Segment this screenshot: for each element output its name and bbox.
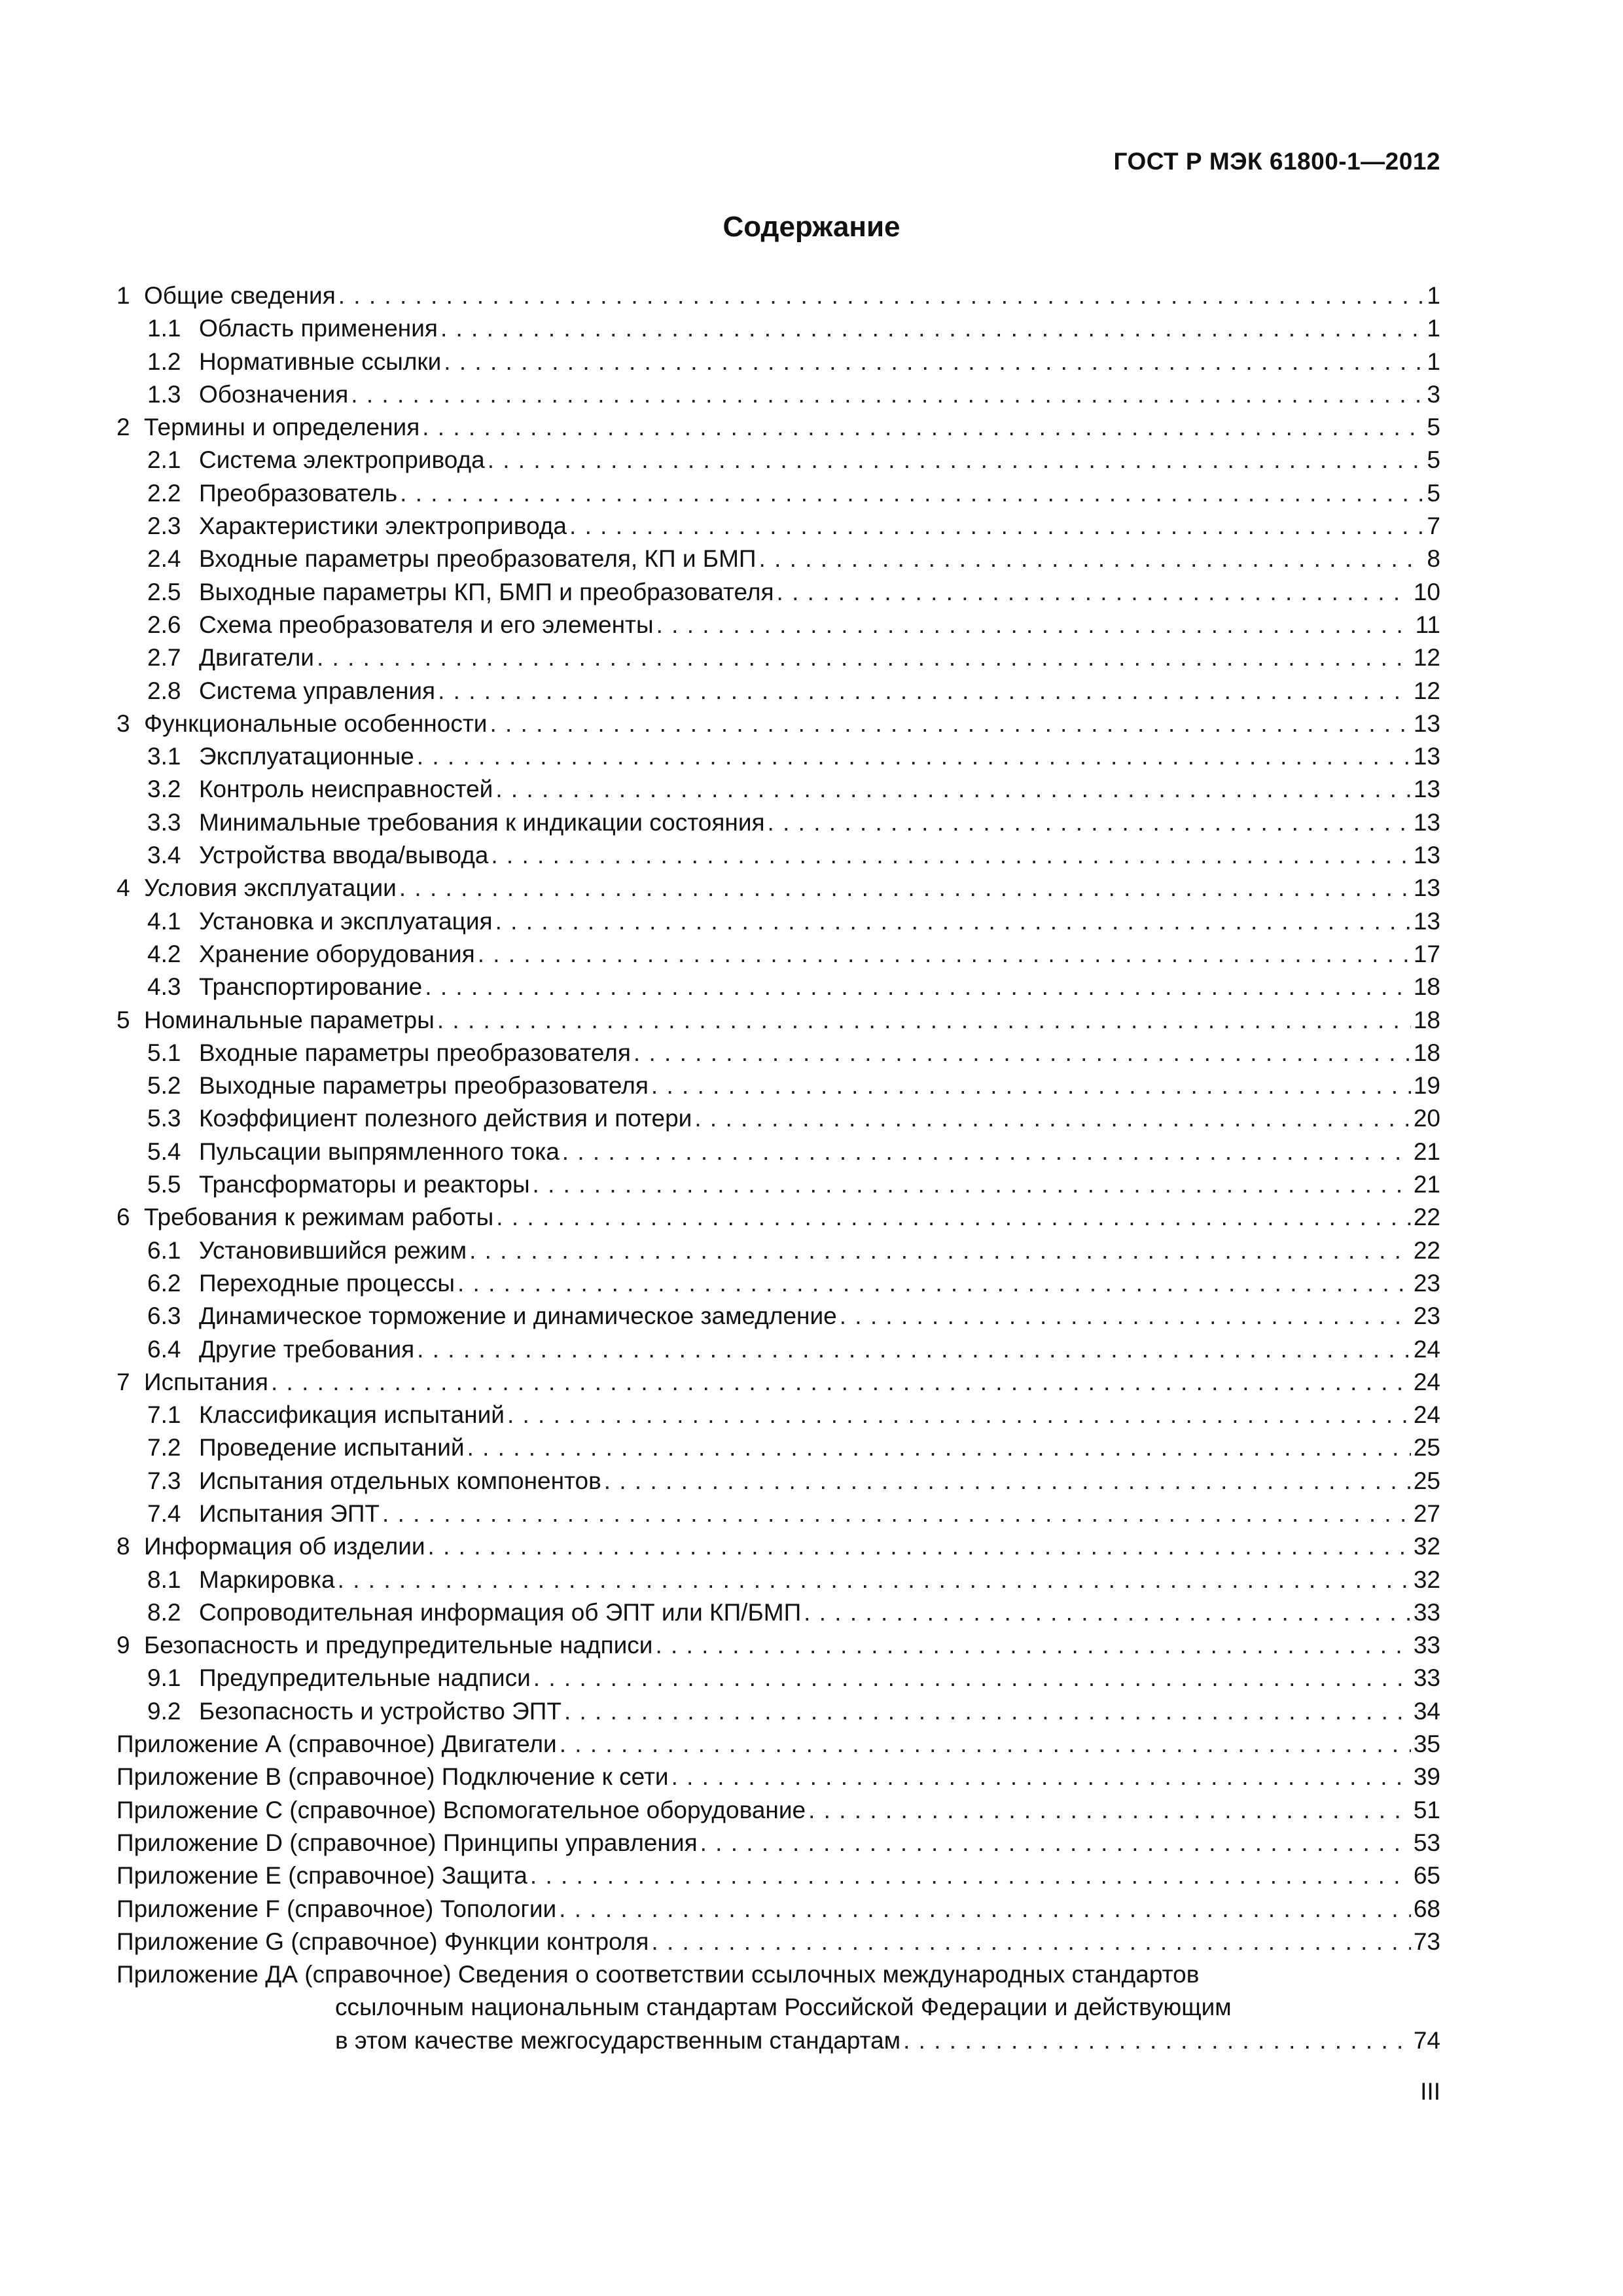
toc-entry-title: Приложение D (справочное) Принципы управления	[116, 1829, 698, 1856]
toc-entry-title: Входные параметры преобразователя, КП и БМП	[199, 545, 757, 573]
toc-entry-number: 2.1	[147, 446, 181, 474]
toc-entry[interactable]	[116, 839, 1440, 872]
toc-entry-number: 7.4	[147, 1499, 181, 1527]
toc-entry[interactable]	[116, 1926, 1440, 1958]
toc-entry-title: Установка и эксплуатация	[199, 907, 493, 935]
toc-entry-page: 27	[1413, 1499, 1440, 1527]
toc-entry[interactable]	[116, 312, 1440, 345]
toc-entry-page: 1	[1427, 282, 1440, 309]
toc-entry[interactable]	[116, 1893, 1440, 1926]
toc-entry-page: 73	[1413, 1928, 1440, 1955]
toc-dot-leader	[604, 1465, 1411, 1498]
toc-entry-title: Хранение оборудования	[199, 940, 475, 967]
toc-entry-number: 3	[116, 709, 130, 737]
toc-entry[interactable]	[116, 609, 1440, 641]
toc-entry-page: 22	[1413, 1204, 1440, 1231]
toc-entry[interactable]	[116, 1201, 1440, 1234]
toc-dot-leader	[491, 839, 1410, 872]
toc-entry-number: 5.5	[147, 1171, 181, 1198]
toc-entry-page: 12	[1413, 644, 1440, 672]
toc-entry-title: Преобразователь	[199, 479, 398, 507]
toc-entry-number: 1.3	[147, 380, 181, 408]
toc-entry-page: 25	[1413, 1434, 1440, 1462]
toc-entry-title: Динамическое торможение и динамическое замедление	[199, 1302, 837, 1330]
toc-entry-page: 17	[1413, 940, 1440, 967]
toc-entry[interactable]	[116, 1596, 1440, 1629]
toc-entry-title: Предупредительные надписи	[199, 1664, 531, 1692]
toc-entry-page: 33	[1413, 1632, 1440, 1659]
toc-entry-number: 6.1	[147, 1236, 181, 1264]
toc-entry-number: 9.2	[147, 1697, 181, 1725]
toc-dot-leader	[469, 1234, 1411, 1267]
toc-entry-title: Безопасность и предупредительные надписи	[144, 1632, 653, 1659]
toc-entry-page: 18	[1413, 1039, 1440, 1066]
toc-entry-page: 34	[1413, 1697, 1440, 1725]
toc-entry[interactable]	[116, 1234, 1440, 1267]
page-title: Содержание	[722, 211, 901, 243]
toc-entry-title: Сопроводительная информация об ЭПТ или КП/БМП	[199, 1598, 802, 1626]
toc-entry-title: Коэффициент полезного действия и потери	[199, 1105, 692, 1132]
toc-entry-page: 23	[1413, 1302, 1440, 1330]
toc-entry-title: Приложение F (справочное) Топологии	[116, 1895, 557, 1922]
toc-entry-page: 12	[1413, 677, 1440, 704]
toc-entry-title: Выходные параметры КП, БМП и преобразователя	[199, 578, 774, 605]
toc-entry-page: 74	[1413, 2026, 1440, 2054]
toc-entry-number: 3.1	[147, 743, 181, 770]
toc-entry-title: Классификация испытаний	[199, 1401, 505, 1429]
toc-entry[interactable]	[116, 1761, 1440, 1793]
toc-entry-page: 19	[1413, 1072, 1440, 1100]
toc-entry-page: 39	[1413, 1763, 1440, 1791]
toc-entry[interactable]	[116, 378, 1440, 411]
toc-entry-page: 7	[1427, 512, 1440, 540]
toc-dot-leader	[496, 1201, 1411, 1234]
toc-entry-title: Область применения	[199, 315, 438, 342]
toc-entry[interactable]	[116, 872, 1440, 905]
toc-entry-number: 2.6	[147, 611, 181, 638]
toc-entry-title: Испытания	[144, 1368, 268, 1395]
toc-entry[interactable]	[116, 1366, 1440, 1399]
toc-entry[interactable]	[116, 1530, 1440, 1563]
toc-entry-title: Минимальные требования к индикации состояния	[199, 808, 765, 836]
toc-entry-number: 4.2	[147, 940, 181, 967]
toc-dot-leader	[808, 1794, 1411, 1827]
toc-entry-page: 65	[1413, 1862, 1440, 1890]
toc-dot-leader	[425, 971, 1411, 1003]
toc-entry[interactable]	[116, 1267, 1440, 1300]
toc-entry-page: 13	[1413, 907, 1440, 935]
toc-entry[interactable]	[116, 1695, 1440, 1728]
toc-dot-leader	[317, 641, 1411, 674]
toc-entry-title: Маркировка	[199, 1566, 335, 1593]
toc-entry[interactable]	[116, 675, 1440, 708]
toc-entry[interactable]	[116, 279, 1440, 312]
toc-entry-title: Приложение А (справочное) Двигатели	[116, 1731, 557, 1758]
toc-entry[interactable]	[116, 1498, 1440, 1530]
toc-dot-leader	[488, 444, 1425, 476]
toc-entry[interactable]	[116, 1168, 1440, 1201]
toc-entry-number: 4.1	[147, 907, 181, 935]
toc-entry-continuation	[116, 2024, 1440, 2057]
toc-dot-leader	[495, 773, 1411, 806]
toc-entry-number: 1.1	[147, 315, 181, 342]
toc-dot-leader	[633, 1037, 1411, 1069]
toc-dot-leader	[694, 1102, 1410, 1135]
toc-dot-leader	[651, 1069, 1411, 1102]
toc-dot-leader	[478, 938, 1411, 971]
toc-entry-title: Испытания отдельных компонентов	[199, 1467, 601, 1494]
toc-entry[interactable]	[116, 1728, 1440, 1761]
toc-entry-number: 1	[116, 282, 130, 309]
toc-dot-leader	[428, 1530, 1411, 1563]
toc-entry-title: Термины и определения	[144, 414, 420, 441]
toc-dot-leader	[655, 1629, 1410, 1662]
toc-entry-title: Общие сведения	[144, 282, 336, 309]
toc-dot-leader	[440, 312, 1424, 345]
toc-dot-leader	[444, 346, 1424, 378]
toc-entry-title: Трансформаторы и реакторы	[199, 1171, 530, 1198]
toc-entry-page: 13	[1413, 808, 1440, 836]
toc-entry[interactable]	[116, 1037, 1440, 1069]
toc-dot-leader	[840, 1300, 1411, 1333]
toc-entry-page: 24	[1413, 1335, 1440, 1363]
toc-entry[interactable]	[116, 806, 1440, 839]
toc-entry-title: Приложение G (справочное) Функции контроля	[116, 1928, 649, 1955]
toc-entry-page: 22	[1413, 1236, 1440, 1264]
toc-entry-page: 8	[1427, 545, 1440, 573]
toc-entry-number: 3.2	[147, 776, 181, 803]
toc-entry[interactable]	[116, 1069, 1440, 1102]
toc-entry-title: Другие требования	[199, 1335, 415, 1363]
toc-entry[interactable]	[116, 1399, 1440, 1431]
toc-dot-leader	[700, 1827, 1411, 1859]
toc-entry[interactable]	[116, 1333, 1440, 1366]
toc-entry-page: 68	[1413, 1895, 1440, 1922]
toc-entry-number: 8.1	[147, 1566, 181, 1593]
toc-entry-number: 9	[116, 1632, 130, 1659]
toc-dot-leader	[569, 510, 1424, 543]
toc-entry-title: Информация об изделии	[144, 1533, 425, 1560]
toc-entry-page: 51	[1413, 1796, 1440, 1823]
toc-dot-leader	[351, 378, 1424, 411]
toc-dot-leader	[438, 675, 1411, 708]
toc-entry[interactable]	[116, 938, 1440, 971]
toc-entry[interactable]	[116, 1431, 1440, 1464]
toc-dot-leader	[417, 1333, 1411, 1366]
toc-dot-leader	[467, 1431, 1411, 1464]
toc-entry-appendix-da[interactable]	[116, 1958, 1440, 1991]
toc-entry[interactable]	[116, 510, 1440, 543]
table-of-contents	[116, 279, 1440, 2057]
toc-entry-title-continuation: ссылочным национальным стандартам Российской Федерации и действующим	[335, 1994, 1232, 2021]
toc-entry-number: 2.2	[147, 479, 181, 507]
toc-entry[interactable]	[116, 971, 1440, 1003]
toc-entry-page: 5	[1427, 446, 1440, 474]
toc-entry-page: 13	[1413, 874, 1440, 902]
toc-entry-title: Условия эксплуатации	[144, 874, 397, 902]
toc-entry-number: 5	[116, 1006, 130, 1033]
toc-entry-number: 2.3	[147, 512, 181, 540]
toc-entry[interactable]	[116, 905, 1440, 938]
toc-entry-title: Приложение В (справочное) Подключение к сети	[116, 1763, 669, 1791]
toc-entry-title: Нормативные ссылки	[199, 348, 442, 375]
toc-dot-leader	[417, 740, 1411, 773]
toc-entry-number: 6.4	[147, 1335, 181, 1363]
toc-entry-number: 3.4	[147, 842, 181, 869]
toc-entry-number: 8.2	[147, 1598, 181, 1626]
toc-entry-page: 5	[1427, 414, 1440, 441]
toc-dot-leader	[777, 576, 1411, 609]
toc-entry-page: 1	[1427, 348, 1440, 375]
toc-entry-title: Контроль неисправностей	[199, 776, 493, 803]
toc-entry-page: 11	[1415, 611, 1440, 638]
toc-entry[interactable]	[116, 411, 1440, 444]
toc-entry-number: 2.4	[147, 545, 181, 573]
toc-entry-number: 5.4	[147, 1138, 181, 1165]
toc-entry-page: 13	[1413, 709, 1440, 737]
toc-dot-leader	[651, 1926, 1410, 1958]
toc-entry-number: 8	[116, 1533, 130, 1560]
toc-entry-number: 1.2	[147, 348, 181, 375]
toc-entry-number: 6	[116, 1204, 130, 1231]
toc-dot-leader	[457, 1267, 1411, 1300]
toc-dot-leader	[437, 1004, 1411, 1037]
toc-entry-title: Эксплуатационные	[199, 743, 414, 770]
toc-entry[interactable]	[116, 1794, 1440, 1827]
toc-dot-leader	[564, 1695, 1411, 1728]
toc-entry-page: 24	[1413, 1368, 1440, 1395]
toc-entry-number: 2.8	[147, 677, 181, 704]
toc-entry-number: 2.5	[147, 578, 181, 605]
toc-entry-number: 2	[116, 414, 130, 441]
toc-entry-title: Переходные процессы	[199, 1269, 455, 1297]
toc-entry-page: 1	[1427, 315, 1440, 342]
toc-entry-number: 3.3	[147, 808, 181, 836]
toc-entry-number: 5.2	[147, 1072, 181, 1100]
toc-dot-leader	[562, 1136, 1411, 1168]
toc-entry-title: Схема преобразователя и его элементы	[199, 611, 654, 638]
toc-entry-title: Пульсации выпрямленного тока	[199, 1138, 560, 1165]
toc-entry[interactable]	[116, 444, 1440, 476]
toc-entry-page: 33	[1413, 1598, 1440, 1626]
toc-entry-title: Выходные параметры преобразователя	[199, 1072, 649, 1100]
toc-entry-title: Система электропривода	[199, 446, 485, 474]
toc-dot-leader	[533, 1662, 1411, 1695]
toc-dot-leader	[271, 1366, 1411, 1399]
toc-entry-page: 35	[1413, 1731, 1440, 1758]
toc-entry-title: Приложение ДА (справочное) Сведения о соответствии ссылочных международных стандартов	[116, 1961, 1200, 1988]
toc-entry-number: 7	[116, 1368, 130, 1395]
toc-entry-number: 7.2	[147, 1434, 181, 1462]
toc-entry[interactable]	[116, 1629, 1440, 1662]
toc-entry-title: Устройства ввода/вывода	[199, 842, 489, 869]
toc-entry[interactable]	[116, 1564, 1440, 1596]
toc-entry-page: 21	[1413, 1171, 1440, 1198]
toc-entry-number: 4.3	[147, 973, 181, 1001]
toc-dot-leader	[560, 1728, 1411, 1761]
toc-entry-title: Проведение испытаний	[199, 1434, 465, 1462]
toc-dot-leader	[495, 905, 1411, 938]
toc-entry-title: Функциональные особенности	[144, 709, 488, 737]
toc-dot-leader	[382, 1498, 1411, 1530]
toc-entry-title: Испытания ЭПТ	[199, 1499, 380, 1527]
toc-dot-leader	[656, 609, 1413, 641]
toc-entry-page: 3	[1427, 380, 1440, 408]
toc-entry-number: 5.3	[147, 1105, 181, 1132]
toc-entry-page: 18	[1413, 973, 1440, 1001]
toc-entry-page: 21	[1413, 1138, 1440, 1165]
toc-entry-title: Характеристики электропривода	[199, 512, 567, 540]
toc-dot-leader	[507, 1399, 1411, 1431]
toc-entry-page: 18	[1413, 1006, 1440, 1033]
toc-entry-page: 32	[1413, 1533, 1440, 1560]
toc-entry-number: 6.2	[147, 1269, 181, 1297]
toc-entry-title: Транспортирование	[199, 973, 423, 1001]
toc-entry-page: 5	[1427, 479, 1440, 507]
toc-entry-page: 32	[1413, 1566, 1440, 1593]
toc-entry-title: Двигатели	[199, 644, 314, 672]
toc-entry-page: 13	[1413, 776, 1440, 803]
toc-entry-number: 2.7	[147, 644, 181, 672]
toc-entry[interactable]	[116, 1827, 1440, 1859]
toc-entry[interactable]	[116, 1859, 1440, 1892]
toc-entry-page: 20	[1413, 1105, 1440, 1132]
toc-entry-page: 33	[1413, 1664, 1440, 1692]
document-header: ГОСТ Р МЭК 61800-1—2012	[1113, 148, 1440, 175]
toc-entry[interactable]	[116, 1102, 1440, 1135]
toc-dot-leader	[533, 1168, 1411, 1201]
toc-dot-leader	[671, 1761, 1411, 1793]
toc-dot-leader	[530, 1859, 1411, 1892]
toc-entry-title: Система управления	[199, 677, 436, 704]
toc-entry-continuation	[116, 1991, 1440, 2024]
toc-dot-leader	[759, 543, 1425, 575]
toc-entry-title-continuation: в этом качестве межгосударственным стандартам	[335, 2026, 901, 2054]
toc-entry[interactable]	[116, 346, 1440, 378]
toc-entry-number: 7.1	[147, 1401, 181, 1429]
toc-entry-page: 25	[1413, 1467, 1440, 1494]
toc-entry-title: Входные параметры преобразователя	[199, 1039, 631, 1066]
toc-dot-leader	[400, 477, 1424, 510]
toc-dot-leader	[422, 411, 1424, 444]
toc-entry-title: Требования к режимам работы	[144, 1204, 494, 1231]
toc-entry-page: 13	[1413, 842, 1440, 869]
toc-entry-title: Приложение Е (справочное) Защита	[116, 1862, 527, 1890]
toc-dot-leader	[338, 279, 1425, 312]
toc-dot-leader	[338, 1564, 1411, 1596]
toc-entry-number: 7.3	[147, 1467, 181, 1494]
toc-entry[interactable]	[116, 543, 1440, 575]
toc-dot-leader	[903, 2024, 1411, 2057]
toc-entry-title: Установившийся режим	[199, 1236, 467, 1264]
toc-entry[interactable]	[116, 773, 1440, 806]
toc-entry-number: 5.1	[147, 1039, 181, 1066]
page-number: III	[1420, 2078, 1440, 2105]
toc-entry-title: Безопасность и устройство ЭПТ	[199, 1697, 562, 1725]
toc-entry-page: 24	[1413, 1401, 1440, 1429]
toc-dot-leader	[399, 872, 1411, 905]
toc-entry-title: Обозначения	[199, 380, 349, 408]
toc-entry[interactable]	[116, 1465, 1440, 1498]
toc-entry-page: 13	[1413, 743, 1440, 770]
toc-entry-page: 23	[1413, 1269, 1440, 1297]
toc-entry-number: 6.3	[147, 1302, 181, 1330]
toc-entry-number: 9.1	[147, 1664, 181, 1692]
toc-dot-leader	[559, 1893, 1411, 1926]
toc-entry-page: 10	[1413, 578, 1440, 605]
toc-entry[interactable]	[116, 1300, 1440, 1333]
toc-entry[interactable]	[116, 708, 1440, 740]
toc-entry-title: Номинальные параметры	[144, 1006, 435, 1033]
toc-entry[interactable]	[116, 1004, 1440, 1037]
toc-entry-page: 53	[1413, 1829, 1440, 1856]
toc-entry[interactable]	[116, 1662, 1440, 1695]
toc-entry[interactable]	[116, 740, 1440, 773]
toc-entry[interactable]	[116, 641, 1440, 674]
toc-dot-leader	[804, 1596, 1411, 1629]
toc-entry[interactable]	[116, 1136, 1440, 1168]
toc-dot-leader	[768, 806, 1411, 839]
toc-entry-title: Приложение С (справочное) Вспомогательное оборудование	[116, 1796, 806, 1823]
toc-entry[interactable]	[116, 477, 1440, 510]
toc-entry-number: 4	[116, 874, 130, 902]
toc-dot-leader	[490, 708, 1410, 740]
toc-entry[interactable]	[116, 576, 1440, 609]
